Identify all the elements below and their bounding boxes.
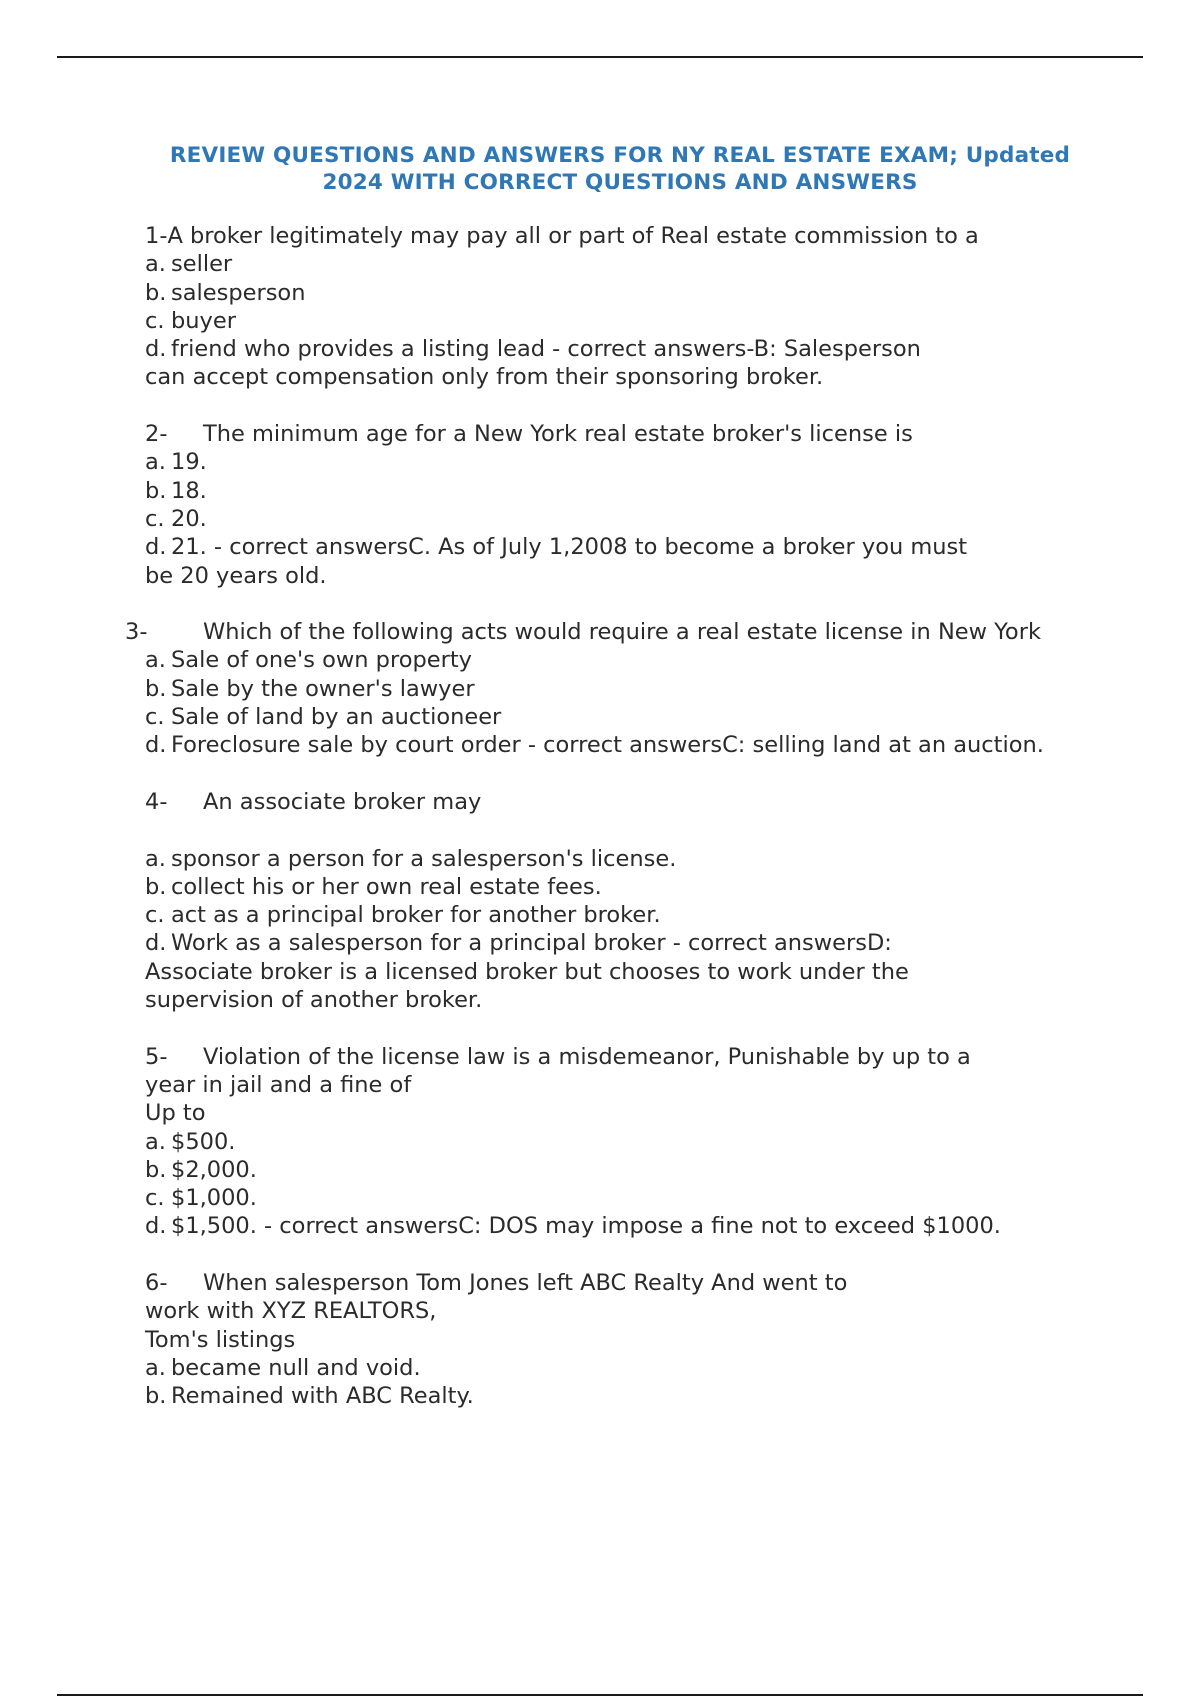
option-a: a. became null and void. (145, 1354, 421, 1381)
option-c: c. buyer (145, 307, 236, 334)
option-d: d. Work as a salesperson for a principal broker - correct answersD: (145, 930, 892, 957)
option-d: d. $1,500. - correct answersC: DOS may impose a fine not to exceed $1000. (145, 1213, 1001, 1240)
question-number: 2- (145, 421, 168, 448)
question-text: 2- The minimum age for a New York real estate broker's license is (145, 421, 913, 448)
question-6 (145, 1269, 1090, 1410)
option-d: d. 21. - correct answersC. As of July 1,2008 to become a broker you must (145, 534, 968, 561)
question-text-line-3: Tom's listings (145, 1326, 296, 1353)
bottom-rule (57, 1694, 1143, 1696)
answer-explanation: can accept compensation only from their sponsoring broker. (145, 364, 824, 391)
question-text: 5- Violation of the license law is a misdemeanor, Punishable by up to a year in jail and a fine of (145, 1043, 978, 1098)
option-c: c. 20. (145, 505, 207, 532)
question-3 (125, 618, 1090, 759)
option-a: a. 19. (145, 449, 207, 476)
question-text: 1-A broker legitimately may pay all or part of Real estate commission to a (145, 223, 979, 249)
option-a: a. sponsor a person for a salesperson's license. (145, 845, 677, 872)
option-b: b. collect his or her own real estate fees. (145, 873, 602, 900)
document-title: REVIEW QUESTIONS AND ANSWERS FOR NY REAL ESTATE EXAM; Updated 2024 WITH CORRECT QUESTIONS AND ANSWERS (169, 143, 1071, 195)
question-number: 5- (145, 1043, 168, 1070)
question-number: 1- (145, 223, 168, 249)
option-c: c. $1,000. (145, 1185, 257, 1212)
document-body (125, 222, 1090, 1439)
question-5 (145, 1043, 1090, 1241)
question-text-continued: Up to (145, 1100, 206, 1127)
option-b: b. $2,000. (145, 1156, 257, 1183)
question-1 (145, 222, 1090, 392)
question-number: 4- (145, 788, 168, 815)
option-d: d. friend who provides a listing lead - correct answers-B: Salesperson (145, 336, 921, 363)
question-number: 3- (125, 619, 148, 646)
option-b: b. Remained with ABC Realty. (145, 1383, 474, 1410)
question-text-line-2: work with XYZ REALTORS, (145, 1298, 437, 1325)
option-a: a. $500. (145, 1128, 236, 1155)
option-b: b. 18. (145, 477, 207, 504)
option-c: c. act as a principal broker for another broker. (145, 902, 661, 929)
question-number: 6- (145, 1269, 168, 1296)
answer-explanation: be 20 years old. (145, 562, 327, 589)
option-c: c. Sale of land by an auctioneer (145, 704, 502, 731)
question-text: 4- An associate broker may (145, 788, 482, 815)
top-rule (57, 56, 1143, 58)
question-text: 6- When salesperson Tom Jones left ABC Realty And went to (145, 1269, 848, 1296)
question-2 (145, 420, 1090, 590)
option-b: b. salesperson (145, 279, 306, 306)
question-4 (145, 788, 1090, 1014)
option-b: b. Sale by the owner's lawyer (145, 675, 475, 702)
answer-explanation: Associate broker is a licensed broker but chooses to work under the supervision of another broker. (145, 958, 909, 1014)
question-text: 3- Which of the following acts would require a real estate license in New York (125, 619, 1041, 646)
option-a: a. seller (145, 251, 233, 278)
option-a: a. Sale of one's own property (145, 647, 472, 674)
option-d: d. Foreclosure sale by court order - correct answersC: selling land at an auction. (145, 732, 1044, 759)
